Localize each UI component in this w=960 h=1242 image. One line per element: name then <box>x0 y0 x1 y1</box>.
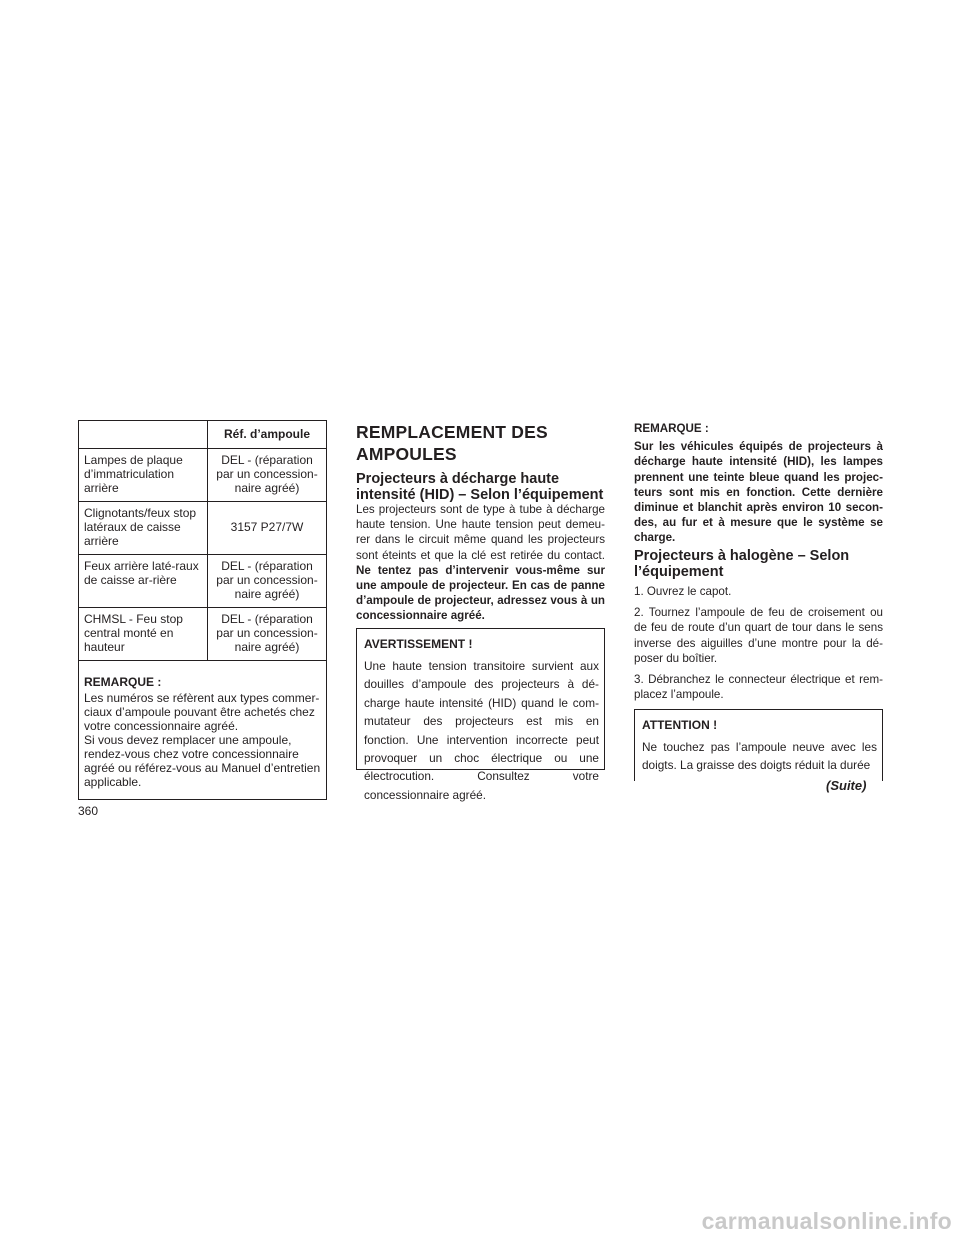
halogen-steps <box>634 584 883 708</box>
table-note-text: Les numéros se réfèrent aux types commer-ciaux d’ampoule pouvant être achetés chez votre concessionnaire agréé. Si vous devez remplacer une ampoule, rendez-vous chez votre concessionnaire agréé ou référez-vous au Manuel d’entretien applicable. <box>84 691 321 789</box>
hid-heading: Projecteurs à décharge haute intensité (HID) – Selon l’équipement <box>356 471 604 503</box>
table-cell-label: Feux arrière laté-raux de caisse ar-rière <box>79 555 208 608</box>
table-row <box>79 608 327 661</box>
table-cell-value: DEL - (réparation par un concession-naire agréé) <box>208 608 327 661</box>
watermark: carmanualsonline.info <box>701 1208 952 1234</box>
page-number: 360 <box>78 804 99 818</box>
caution-title: ATTENTION ! <box>642 718 718 732</box>
warning-box <box>356 628 605 802</box>
hid-body <box>356 502 605 624</box>
caution-box <box>634 709 883 781</box>
step-item: 1. Ouvrez le capot. <box>634 585 732 598</box>
table-note <box>79 661 327 800</box>
table-cell-value: 3157 P27/7W <box>208 502 327 555</box>
table-cell-value: DEL - (réparation par un concession-naire agréé) <box>208 555 327 608</box>
table-cell-value: DEL - (réparation par un concession-naire agréé) <box>208 449 327 502</box>
table-note-title: REMARQUE : <box>84 675 162 689</box>
hid-body-bold: Ne tentez pas d’intervenir vous-même sur une ampoule de projecteur. En cas de panne d’ampoule de projecteur, adressez vous à un concessionnaire agréé. <box>356 563 605 623</box>
bulb-table <box>78 420 327 800</box>
section-title: REMPLACEMENT DES AMPOULES <box>356 422 548 464</box>
warning-text: Une haute tension transitoire survient aux douilles d’ampoule des projecteurs à dé-charge haute intensité (HID) quand le com-mutateur des projecteurs est mis en fonction. Une intervention incorrecte peut provoquer un choc électrique ou une électrocution. Consultez votre concessionnaire agréé. <box>364 659 599 802</box>
warning-title: AVERTISSEMENT ! <box>364 637 473 651</box>
table-header-row <box>79 421 327 449</box>
hid-note <box>634 421 883 546</box>
halogen-heading: Projecteurs à halogène – Selon l’équipement <box>634 548 850 580</box>
hid-body-text: Les projecteurs sont de type à tube à décharge haute tension. Une haute tension peut demeu-rer dans le circuit même quand les projecteurs sont éteints et que la clé est retirée du contact. <box>356 503 605 562</box>
table-note-row <box>79 661 327 800</box>
table-row <box>79 502 327 555</box>
table-cell-label: Lampes de plaque d’immatriculation arrière <box>79 449 208 502</box>
continued-label: (Suite) <box>826 778 867 793</box>
table-cell-label: CHMSL - Feu stop central monté en hauteur <box>79 608 208 661</box>
hid-note-title: REMARQUE : <box>634 422 709 435</box>
step-item: 3. Débranchez le connecteur électrique et rem-placez l’ampoule. <box>634 673 883 702</box>
table-header-blank <box>79 421 208 449</box>
step-item: 2. Tournez l’ampoule de feu de croisement ou de feu de route d’un quart de tour dans le sens inverse des aiguilles d’une montre pour la dé-poser du boîtier. <box>634 606 883 665</box>
table-row <box>79 449 327 502</box>
hid-note-text: Sur les véhicules équipés de projecteurs à décharge haute intensité (HID), les lampes prennent une teinte bleue quand les projec-teurs sont mis en fonction. Cette dernière diminue et blanchit après environ 10 secon-des, au fur et à mesure que le système se charge. <box>634 440 883 545</box>
table-cell-label: Clignotants/feux stop latéraux de caisse arrière <box>79 502 208 555</box>
caution-text: Ne touchez pas l’ampoule neuve avec les doigts. La graisse des doigts réduit la durée <box>642 740 877 773</box>
table-row <box>79 555 327 608</box>
table-header-bulb-ref: Réf. d’ampoule <box>208 421 327 449</box>
